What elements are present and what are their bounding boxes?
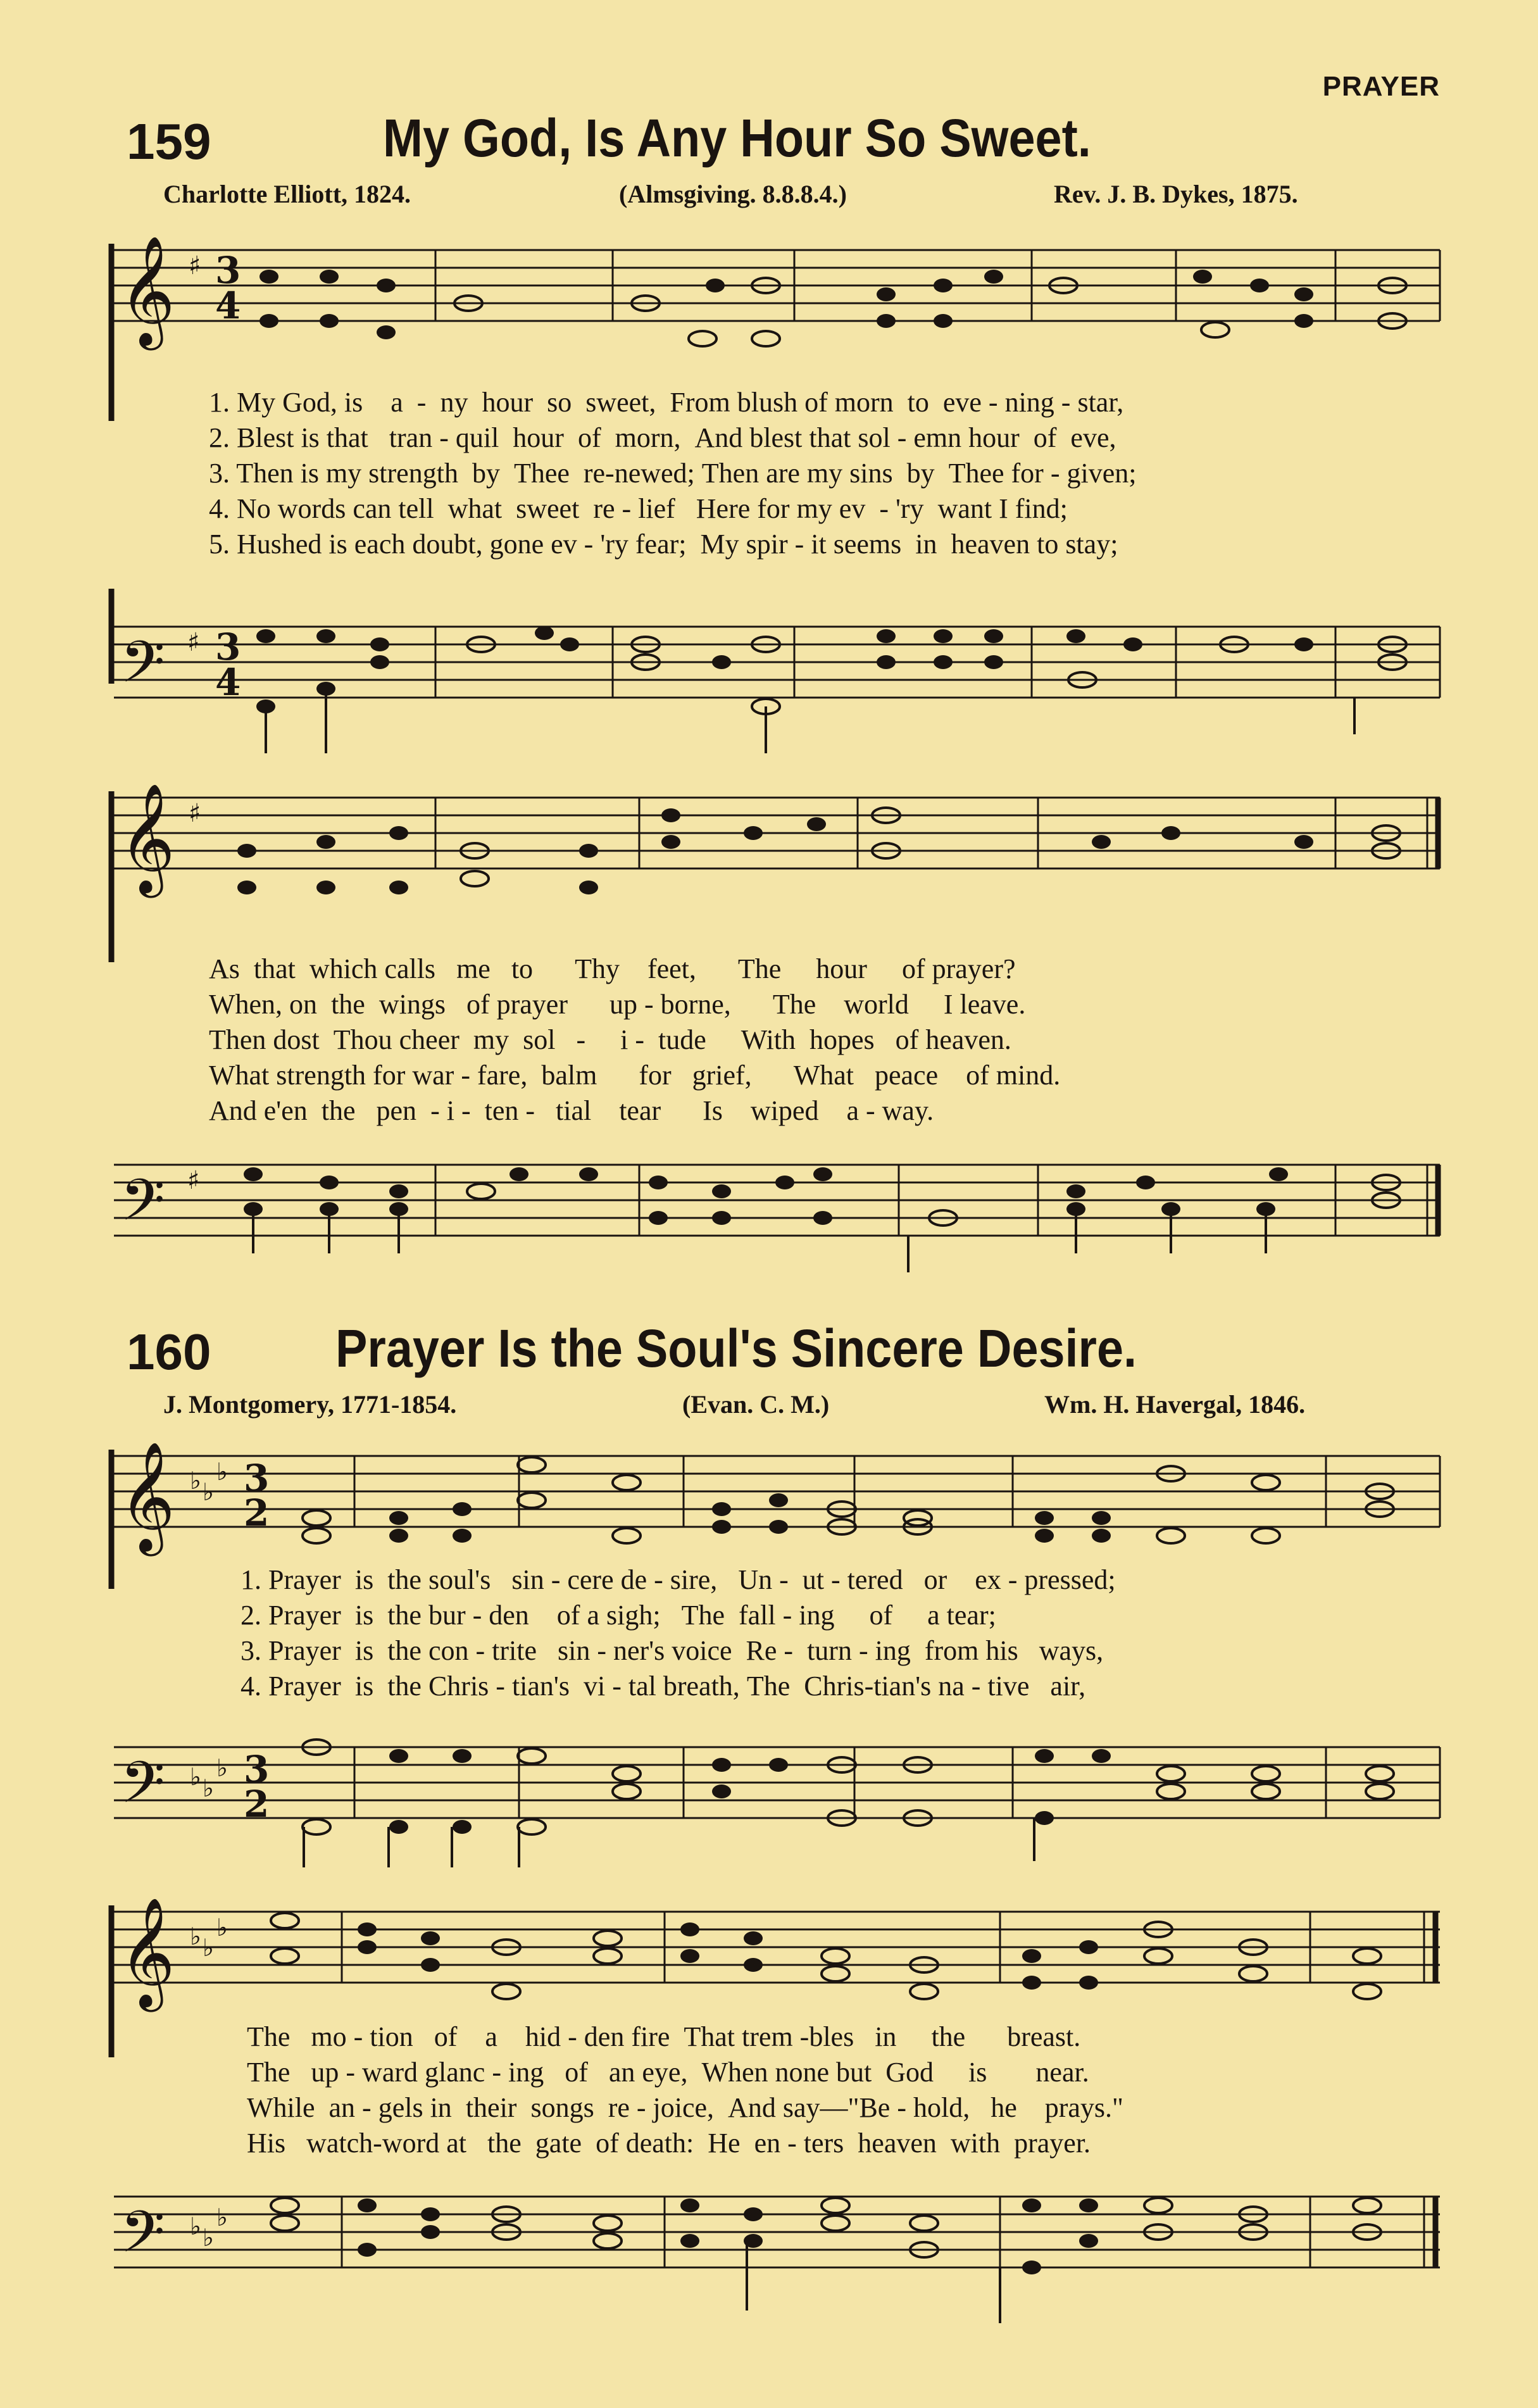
syllable: - <box>584 529 594 560</box>
syllable: up - ward glanc <box>311 2057 485 2088</box>
syllable: - ing <box>492 2057 544 2088</box>
syllable: to <box>511 953 534 984</box>
syllable: Then are my sins <box>701 458 893 489</box>
syllable: is <box>354 1600 374 1631</box>
svg-text:♯: ♯ <box>189 799 201 828</box>
svg-text:♭: ♭ <box>203 1478 214 1506</box>
syllable: hour <box>816 953 867 984</box>
syllable: of a sigh; <box>556 1600 661 1631</box>
svg-text:𝄢: 𝄢 <box>120 1167 165 1248</box>
lyric-line <box>241 1564 1116 1596</box>
syllable: The <box>746 1671 791 1702</box>
lyric-line <box>209 528 1118 560</box>
syllable: the soul's <box>387 1564 491 1595</box>
svg-text:♭: ♭ <box>190 1922 201 1950</box>
syllable: an - gels in <box>328 2092 452 2123</box>
syllable: an eye, <box>608 2057 688 2088</box>
syllable: near. <box>1035 2057 1089 2088</box>
syllable: by <box>906 458 935 489</box>
syllable: with <box>950 2128 1001 2159</box>
syllable: Chris-tian's na <box>804 1671 965 1702</box>
syllable: ut - tered <box>802 1564 903 1595</box>
syllable: sweet <box>516 493 580 524</box>
syllable: turn - ing <box>807 1635 911 1666</box>
syllable: God <box>885 2057 934 2088</box>
syllable: balm <box>541 1060 597 1091</box>
syllable: sweet, <box>585 387 656 418</box>
syllable: my <box>473 1024 510 1055</box>
syllable: a - way. <box>846 1095 934 1126</box>
syllable: The <box>247 2021 291 2052</box>
syllable: sin - ner's voice <box>558 1635 732 1666</box>
syllable: When, on <box>209 989 318 1020</box>
syllable: 'ry <box>600 529 628 560</box>
lyric-line <box>241 1670 1085 1702</box>
svg-text:♭: ♭ <box>190 2212 201 2240</box>
lyric-line <box>247 2127 1091 2159</box>
music-staff-bass <box>0 2159 1538 2348</box>
syllable: the <box>487 2128 522 2159</box>
syllable: 3. Then is my strength <box>209 458 458 489</box>
syllable: want I find; <box>937 493 1068 524</box>
syllable: so <box>547 387 572 418</box>
syllable: Thy <box>575 953 620 984</box>
svg-text:𝄞: 𝄞 <box>119 1441 175 1552</box>
syllable: the <box>931 2021 966 2052</box>
syllable: re - joice, <box>608 2092 715 2123</box>
syllable: world <box>844 989 909 1020</box>
syllable: - 'ry <box>879 493 924 524</box>
syllable: prays." <box>1044 2092 1123 2123</box>
syllable: Thou cheer <box>333 1024 460 1055</box>
syllable: With <box>741 1024 796 1055</box>
syllable: re-newed; <box>583 458 695 489</box>
syllable: watch-word at <box>306 2128 467 2159</box>
lyric-line <box>209 988 1025 1020</box>
lyric-line <box>209 457 1136 489</box>
syllable: Un - <box>738 1564 789 1595</box>
syllable: tran <box>389 422 433 453</box>
syllable: His <box>247 2128 286 2159</box>
syllable: ways, <box>1039 1635 1104 1666</box>
syllable: none but <box>775 2057 872 2088</box>
syllable: trem -bles <box>742 2021 854 2052</box>
syllable: a <box>391 387 403 418</box>
syllable: me <box>456 953 491 984</box>
syllable: the <box>321 1095 356 1126</box>
syllable: breast. <box>1007 2021 1081 2052</box>
lyric-line <box>209 1094 934 1127</box>
tune-credit: (Almsgiving. 8.8.8.4.) <box>619 180 847 208</box>
lyric-line <box>209 492 1068 525</box>
hymn-title: Prayer Is the Soul's Sincere Desire. <box>335 1319 1137 1378</box>
syllable: And e'en <box>209 1095 308 1126</box>
svg-text:♯: ♯ <box>187 1166 200 1195</box>
lyric-line <box>247 2021 1080 2053</box>
syllable: Thee <box>513 458 570 489</box>
syllable: in <box>915 529 937 560</box>
music-staff-bass <box>0 1722 1538 1874</box>
syllable: And blest that sol - emn hour <box>694 422 1020 453</box>
author-credit: J. Montgomery, 1771-1854. <box>163 1390 457 1419</box>
svg-text:2: 2 <box>244 1783 270 1826</box>
syllable: their <box>465 2092 517 2123</box>
syllable: of mind. <box>966 1060 1061 1091</box>
syllable: feet, <box>647 953 696 984</box>
syllable: 2. Prayer <box>241 1600 341 1631</box>
syllable: the bur <box>387 1600 466 1631</box>
syllable: is <box>354 1671 374 1702</box>
syllable: that <box>253 953 296 984</box>
syllable: ny <box>440 387 468 418</box>
syllable: or <box>923 1564 947 1595</box>
syllable: prayer. <box>1014 2128 1091 2159</box>
syllable: ten - <box>484 1095 535 1126</box>
svg-text:♭: ♭ <box>190 1467 201 1495</box>
lyric-line <box>209 1059 1060 1091</box>
syllable: fall - ing <box>738 1600 835 1631</box>
syllable: - trite <box>475 1635 537 1666</box>
svg-text:3: 3 <box>244 1748 270 1791</box>
svg-text:3: 3 <box>215 625 241 668</box>
syllable: 3. Prayer <box>241 1635 341 1666</box>
syllable: - den <box>472 1600 529 1631</box>
syllable: of <box>577 422 601 453</box>
syllable: morn, <box>615 422 681 453</box>
syllable: When <box>701 2057 768 2088</box>
svg-text:3: 3 <box>244 1457 270 1500</box>
svg-text:4: 4 <box>215 284 241 327</box>
syllable: of <box>1033 422 1057 453</box>
syllable: gate <box>535 2128 582 2159</box>
syllable: That <box>684 2021 735 2052</box>
svg-text:𝄞: 𝄞 <box>119 237 175 346</box>
syllable: the con <box>387 1635 469 1666</box>
syllable: 2. Blest is that <box>209 422 368 453</box>
syllable: of heaven. <box>895 1024 1011 1055</box>
syllable: of <box>565 2057 588 2088</box>
syllable: Then dost <box>209 1024 320 1055</box>
hymn-number: 159 <box>127 113 211 170</box>
syllable: say—"Be - hold, <box>782 2092 970 2123</box>
svg-text:♭: ♭ <box>203 2224 214 2252</box>
syllable: of prayer? <box>901 953 1016 984</box>
syllable: i - <box>620 1024 645 1055</box>
syllable: What strength for war <box>209 1060 454 1091</box>
syllable: heaven to stay; <box>951 529 1118 560</box>
svg-text:4: 4 <box>215 661 241 704</box>
composer-credit: Rev. J. B. Dykes, 1875. <box>1054 180 1298 208</box>
syllable: Re - <box>746 1635 794 1666</box>
syllable: 1. Prayer <box>241 1564 341 1595</box>
syllable: the Chris - tian's <box>387 1671 570 1702</box>
syllable: From blush of morn <box>670 387 894 418</box>
syllable: wiped <box>750 1095 819 1126</box>
svg-text:2: 2 <box>244 1491 270 1534</box>
syllable: - tive <box>971 1671 1030 1702</box>
syllable: Here for my ev <box>696 493 866 524</box>
syllable: wings <box>378 989 446 1020</box>
syllable: vi - <box>584 1671 622 1702</box>
syllable: tial <box>556 1095 592 1126</box>
lyric-line <box>247 2091 1123 2124</box>
syllable: hour <box>513 422 564 453</box>
syllable: borne, <box>660 989 731 1020</box>
syllable: hid - den fire <box>525 2021 670 2052</box>
syllable: tal breath, <box>628 1671 740 1702</box>
syllable: a tear; <box>927 1600 996 1631</box>
syllable: for <box>639 1060 672 1091</box>
syllable: from his <box>924 1635 1018 1666</box>
syllable: the <box>331 989 365 1020</box>
syllable: sol <box>523 1024 556 1055</box>
syllable: heaven <box>858 2128 937 2159</box>
svg-text:3: 3 <box>215 249 241 292</box>
syllable: tude <box>658 1024 706 1055</box>
syllable: - <box>439 422 449 453</box>
syllable: - fare, <box>461 1060 528 1091</box>
syllable: fear; <box>635 529 687 560</box>
syllable: pen <box>376 1095 417 1126</box>
syllable: a <box>485 2021 497 2052</box>
syllable: what <box>447 493 503 524</box>
syllable: The <box>681 1600 725 1631</box>
svg-text:♭: ♭ <box>203 1774 214 1802</box>
syllable: of prayer <box>466 989 568 1020</box>
music-staff-bass <box>0 1139 1538 1291</box>
syllable: he <box>991 2092 1017 2123</box>
syllable: re - lief <box>593 493 675 524</box>
syllable: sin - <box>511 1564 561 1595</box>
syllable: Thee for - given; <box>948 458 1137 489</box>
tune-credit: (Evan. C. M.) <box>682 1390 830 1419</box>
syllable: - i - <box>430 1095 471 1126</box>
svg-text:♭: ♭ <box>203 1934 214 1962</box>
syllable: hour <box>482 387 534 418</box>
syllable: eve, <box>1070 422 1116 453</box>
syllable: The <box>772 989 816 1020</box>
syllable: by <box>472 458 500 489</box>
syllable: grief, <box>692 1060 752 1091</box>
syllable: He <box>708 2128 741 2159</box>
svg-text:♭: ♭ <box>190 1763 201 1791</box>
syllable: air, <box>1050 1671 1086 1702</box>
syllable: which calls <box>309 953 436 984</box>
svg-text:𝄞: 𝄞 <box>119 1897 175 2007</box>
syllable: What <box>793 1060 854 1091</box>
syllable: to <box>907 387 929 418</box>
syllable: tear <box>619 1095 661 1126</box>
svg-text:𝄢: 𝄢 <box>120 2198 165 2279</box>
syllable: 5. Hushed is each doubt, gone ev <box>209 529 577 560</box>
lyric-line <box>209 953 1016 985</box>
syllable: in <box>875 2021 897 2052</box>
syllable: songs <box>530 2092 594 2123</box>
syllable: While <box>247 2092 315 2123</box>
syllable: cere de - sire, <box>567 1564 718 1595</box>
syllable: is <box>354 1564 374 1595</box>
syllable: 1. My God, is <box>209 387 363 418</box>
lyric-line <box>209 1024 1011 1056</box>
syllable: Is <box>703 1095 723 1126</box>
svg-text:♯: ♯ <box>189 251 201 280</box>
syllable: ex - pressed; <box>975 1564 1116 1595</box>
syllable: peace <box>874 1060 939 1091</box>
syllable: I leave. <box>943 989 1026 1020</box>
music-staff-bass <box>0 576 1538 766</box>
syllable: 4. Prayer <box>241 1671 341 1702</box>
syllable: is <box>354 1635 374 1666</box>
lyric-line <box>241 1599 996 1631</box>
syllable: of <box>869 1600 893 1631</box>
syllable: eve - ning - star, <box>942 387 1124 418</box>
syllable: - <box>416 387 427 418</box>
syllable: The <box>247 2057 291 2088</box>
lyric-line <box>241 1634 1103 1667</box>
composer-credit: Wm. H. Havergal, 1846. <box>1044 1390 1306 1419</box>
lyric-line <box>209 386 1123 418</box>
svg-text:𝄞: 𝄞 <box>119 783 175 893</box>
music-staff-treble <box>0 772 1538 962</box>
author-credit: Charlotte Elliott, 1824. <box>163 180 411 208</box>
lyric-line <box>247 2056 1089 2088</box>
syllable: en - ters <box>754 2128 844 2159</box>
syllable: up - <box>609 989 654 1020</box>
syllable: hopes <box>810 1024 875 1055</box>
syllable: quil <box>455 422 499 453</box>
svg-text:♭: ♭ <box>216 1458 228 1486</box>
hymn-number: 160 <box>127 1324 211 1380</box>
syllable: As <box>209 953 240 984</box>
syllable: of <box>434 2021 458 2052</box>
svg-text:𝄢: 𝄢 <box>120 629 165 710</box>
section-label: PRAYER <box>1322 71 1440 102</box>
svg-text:♭: ♭ <box>216 1914 228 1941</box>
hymn-title: My God, Is Any Hour So Sweet. <box>383 108 1091 168</box>
svg-text:𝄢: 𝄢 <box>120 1749 165 1830</box>
syllable: And <box>728 2092 776 2123</box>
syllable: of death: <box>596 2128 694 2159</box>
syllable: 4. No words can tell <box>209 493 434 524</box>
syllable: is <box>968 2057 987 2088</box>
syllable: mo - tion <box>311 2021 413 2052</box>
syllable: The <box>737 953 782 984</box>
syllable: My spir - it seems <box>700 529 902 560</box>
svg-text:♯: ♯ <box>187 628 200 657</box>
syllable: - <box>576 1024 586 1055</box>
lyric-line <box>209 422 1116 454</box>
svg-text:♭: ♭ <box>216 1754 228 1782</box>
svg-text:♭: ♭ <box>216 2204 228 2231</box>
